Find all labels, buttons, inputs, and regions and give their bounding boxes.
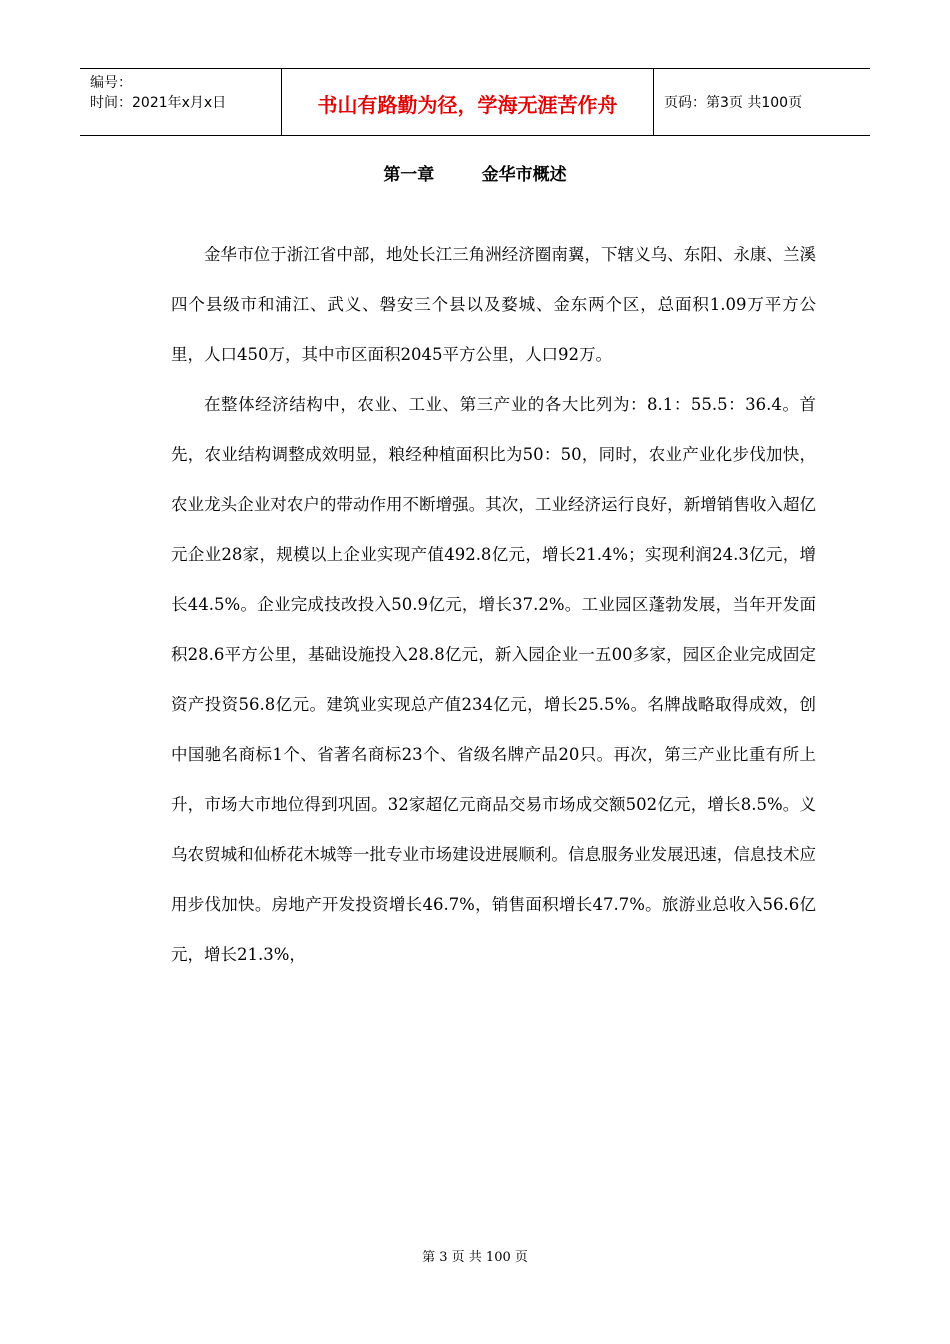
document-date-label: 时间：2021年x月x日 (90, 95, 227, 111)
document-body (171, 230, 816, 980)
paragraph: 在整体经济结构中，农业、工业、第三产业的各大比列为：8.1：55.5：36.4。首先，农业结构调整成效明显，粮经种植面积比为50：50，同时，农业产业化步伐加快，农业龙头企业对农户的带动作用不断增强。其次，工业经济运行良好，新增销售收入超亿元企业28家，规模以上企业实现产值492.8亿元，增长21.4%；实现利润24.3亿元，增长44.5%。企业完成技改投入50.9亿元，增长37.2%。工业园区蓬勃发展，当年开发面积28.6平方公里，基础设施投入28.8亿元，新入园企业一五00多家，园区企业完成固定资产投资56.8亿元。建筑业实现总产值234亿元，增长25.5%。名牌战略取得成效，创中国驰名商标1个、省著名商标23个、省级名牌产品20只。再次，第三产业比重有所上升，市场大市地位得到巩固。32家超亿元商品交易市场成交额502亿元，增长8.5%。义乌农贸城和仙桥花木城等一批专业市场建设进展顺利。信息服务业发展迅速，信息技术应用步伐加快。房地产开发投资增长46.7%，销售面积增长47.7%。旅游业总收入56.6亿元，增长21.3%， (171, 395, 816, 964)
paragraph: 金华市位于浙江省中部，地处长江三角洲经济圈南翼，下辖义乌、东阳、永康、兰溪四个县级市和浦江、武义、磐安三个县以及婺城、金东两个区，总面积1.09万平方公里，人口450万，其中市区面积2045平方公里，人口92万。 (171, 245, 816, 364)
chapter-title: 第一章 金华市概述 (383, 165, 567, 185)
header-meta (80, 69, 282, 135)
header-motto: 书山有路勤为径，学海无涯苦作舟 (282, 69, 654, 135)
header-page-info: 页码：第3页 共100页 (664, 95, 803, 111)
page-header (80, 68, 870, 136)
page-footer: 第 3 页 共 100 页 (422, 1250, 528, 1265)
document-number-label: 编号： (90, 75, 132, 91)
